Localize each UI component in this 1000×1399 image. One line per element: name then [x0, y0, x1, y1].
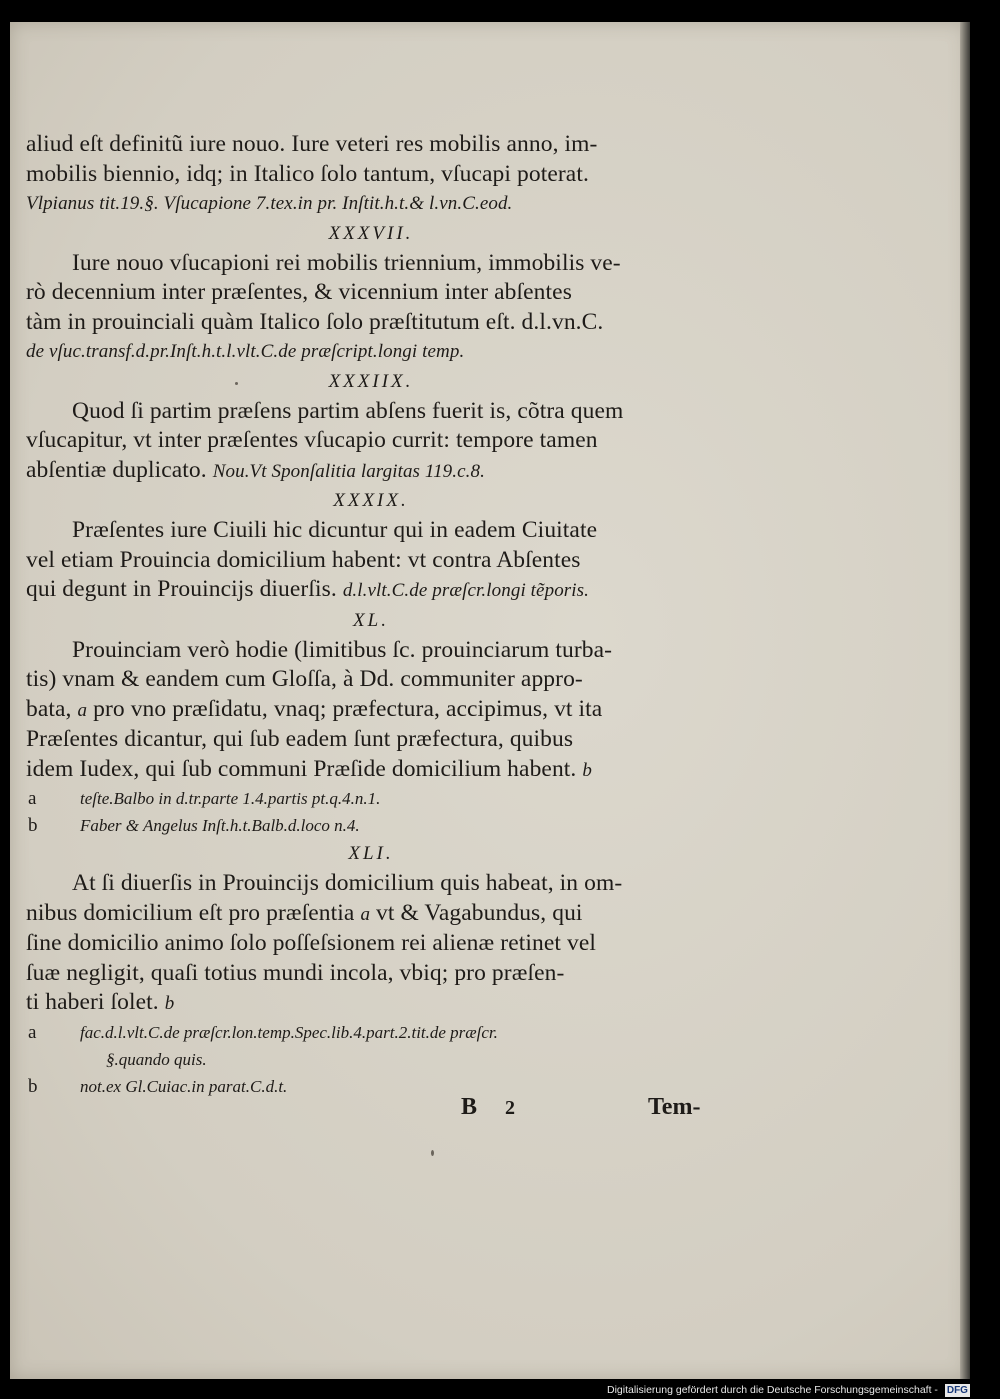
citation-line: de vſuc.transf.d.pr.Inſt.h.t.l.vlt.C.de præſcript.longi temp. [26, 341, 465, 362]
funding-text: Digitalisierung gefördert durch die Deutsche Forschungsgemeinschaft - [607, 1384, 938, 1396]
footnote-reference: a [77, 699, 88, 721]
line-text: tis) vnam & eandem cum Gloſſa, à Dd. communiter appro- [26, 666, 583, 692]
line-text: ſuæ negligit, quaſi totius mundi incola, vbiq; pro præſen- [26, 959, 565, 986]
page-text [26, 130, 716, 1100]
text-line [26, 308, 716, 338]
page-edge [960, 22, 970, 1379]
text-line [26, 959, 716, 989]
footnote-text: §.quando quis. [106, 1049, 207, 1069]
text-line [26, 929, 716, 959]
line-text: Quod ſi partim præſens partim abſens fuerit is, cõtra quem [72, 397, 624, 424]
footnote-text: fac.d.l.vlt.C.de præſcr.lon.temp.Spec.lib.4.part.2.tit.de præſcr. [80, 1022, 498, 1042]
text-line [26, 988, 716, 1019]
page-footer [461, 1094, 721, 1121]
section-number: XXXIX. [333, 490, 409, 511]
catchword: Tem- [648, 1094, 701, 1120]
text-line [26, 636, 716, 666]
text-line [26, 426, 716, 456]
line-text: vel etiam Prouincia domicilium habent: vt contra Abſentes [26, 546, 581, 573]
line-text: Præſentes iure Ciuili hic dicuntur qui in eadem Ciuitate [72, 517, 598, 543]
line-text: Præſentes dicantur, qui ſub eadem ſunt præfectura, quibus [26, 726, 574, 752]
citation-line: Vlpianus tit.19.§. Vſucapione 7.tex.in pr. Inſtit.h.t.& l.vn.C.eod. [26, 193, 513, 214]
text-line [26, 249, 716, 279]
footnote [26, 1019, 716, 1046]
text-line [26, 160, 716, 190]
signature-mark: B [461, 1094, 478, 1120]
line-text: Iure nouo vſucapioni rei mobilis triennium, immobilis ve- [72, 249, 621, 276]
section-number: XLI. [348, 843, 394, 864]
footnote-text: not.ex Gl.Cuiac.in parat.C.d.t. [80, 1076, 288, 1096]
signature-number: 2 [505, 1097, 516, 1119]
footnote-text: teſte.Balbo in d.tr.parte 1.4.partis pt.q.4.n.1. [80, 789, 381, 808]
line-text: ſine domicilio animo ſolo poſſeſsionem rei alienæ retinet vel [26, 930, 596, 956]
text-line [26, 546, 716, 576]
footnote [26, 785, 716, 812]
text-line [26, 278, 716, 308]
dfg-logo: DFG [946, 1384, 968, 1396]
funding-banner [607, 1381, 970, 1399]
text-line [26, 575, 716, 606]
footnote-marker: b [28, 1075, 38, 1097]
footnote-reference: b [164, 993, 175, 1014]
line-text: vſucapitur, vt inter præſentes vſucapio currit: tempore tamen [26, 427, 598, 453]
line-text: aliud eſt definitũ iure nouo. Iure veteri res mobilis anno, im- [26, 131, 598, 157]
text-line [26, 899, 716, 930]
line-text: bata, [26, 695, 72, 722]
text-line [26, 456, 716, 487]
text-line [26, 665, 716, 695]
line-text: rò decennium inter præſentes, & vicennium inter abſentes [26, 279, 572, 305]
section-number: XXXIIX. [328, 370, 414, 392]
text-line [26, 516, 716, 546]
line-text: At ſi diuerſis in Prouincijs domicilium quis habeat, in om- [72, 870, 623, 896]
line-text-rest: pro vno præſidatu, vnaq; præfectura, accipimus, vt ita [93, 695, 603, 722]
text-line [26, 725, 716, 755]
footnote-text: Faber & Angelus Inſt.h.t.Balb.d.loco n.4. [80, 816, 360, 835]
line-text: qui degunt in Prouincijs diuerſis. [26, 576, 337, 602]
footnote-marker: b [28, 815, 38, 836]
line-text: Prouinciam verò hodie (limitibus ſc. prouinciarum turba- [72, 636, 613, 663]
paper-speck [431, 1150, 434, 1156]
footnote-reference: b [582, 759, 592, 781]
line-text: abſentiæ duplicato. [26, 456, 207, 483]
text-line [26, 130, 716, 160]
line-text: mobilis biennio, idq; in Italico ſolo tantum, vſucapi poterat. [26, 160, 589, 187]
footnote-marker: a [28, 1021, 37, 1043]
footnote-marker: a [28, 788, 37, 809]
footnote [26, 1046, 716, 1073]
footnote [26, 812, 716, 839]
line-text: idem Iudex, qui ſub communi Præſide domicilium habent. [26, 755, 577, 782]
text-line [26, 695, 716, 726]
section-number: XXXVII. [328, 222, 414, 244]
line-text-rest: vt & Vagabundus, qui [376, 899, 583, 926]
line-text: tàm in prouinciali quàm Italico ſolo præſtitutum eſt. d.l.vn.C. [26, 308, 604, 335]
line-text: nibus domicilium eſt pro præſentia [26, 899, 355, 926]
section-number: XL. [353, 609, 389, 631]
inline-citation: Nou.Vt Sponſalitia largitas 119.c.8. [212, 460, 485, 482]
text-line [26, 869, 716, 899]
text-line [26, 397, 716, 427]
line-text: ti haberi ſolet. [26, 989, 159, 1015]
inline-citation: d.l.vlt.C.de præſcr.longi tẽporis. [342, 580, 590, 601]
text-line [26, 755, 716, 786]
footnote-reference: a [360, 903, 371, 925]
